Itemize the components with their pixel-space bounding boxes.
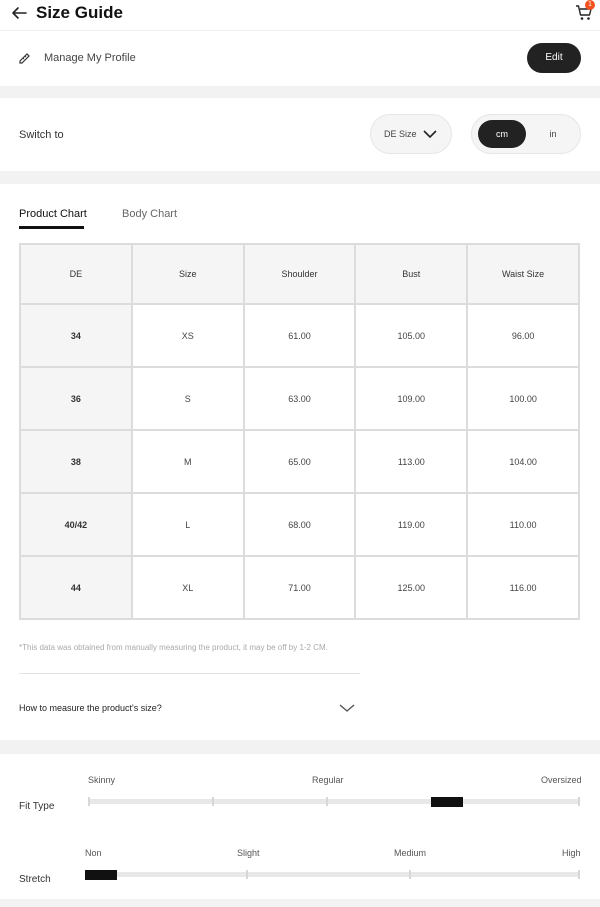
fit-label-regular: Regular <box>312 775 344 785</box>
size-system-value: DE Size <box>384 129 417 139</box>
cart-badge: 1 <box>585 0 595 10</box>
fit-type-track <box>88 799 580 804</box>
stretch-label-slight: Slight <box>237 848 260 858</box>
table-cell: 36 <box>20 367 132 430</box>
table-cell: 68.00 <box>244 493 356 556</box>
header <box>0 0 600 30</box>
fit-tick <box>88 797 90 806</box>
tab-product-chart[interactable]: Product Chart <box>19 208 87 220</box>
size-table <box>19 243 580 620</box>
table-cell: 125.00 <box>355 556 467 619</box>
divider <box>19 673 360 674</box>
table-cell: M <box>132 430 244 493</box>
table-cell: 63.00 <box>244 367 356 430</box>
unit-toggle[interactable] <box>471 114 581 154</box>
table-cell: 110.00 <box>467 493 579 556</box>
table-row <box>20 430 579 493</box>
chevron-down-icon <box>422 127 438 141</box>
stretch-label-high: High <box>562 848 581 858</box>
fit-section <box>0 754 600 899</box>
fit-label-skinny: Skinny <box>88 775 116 785</box>
fit-tick <box>578 797 580 806</box>
table-cell: 104.00 <box>467 430 579 493</box>
table-cell: 71.00 <box>244 556 356 619</box>
switch-label: Switch to <box>19 129 64 141</box>
table-cell: XS <box>132 304 244 367</box>
unit-cm-option[interactable]: cm <box>478 120 526 148</box>
stretch-tick <box>409 870 411 879</box>
stretch-marker <box>85 870 117 880</box>
size-chart-section <box>0 184 600 740</box>
table-cell: 113.00 <box>355 430 467 493</box>
stretch-tick <box>246 870 248 879</box>
profile-section <box>0 31 600 86</box>
chevron-down-icon[interactable] <box>339 702 355 714</box>
table-cell: 34 <box>20 304 132 367</box>
stretch-label-non: Non <box>85 848 102 858</box>
active-tab-indicator <box>19 226 84 229</box>
table-cell: 61.00 <box>244 304 356 367</box>
table-cell: 119.00 <box>355 493 467 556</box>
stretch-track <box>85 872 580 877</box>
fit-tick <box>212 797 214 806</box>
edit-button[interactable]: Edit <box>527 43 581 73</box>
column-header: Shoulder <box>244 244 356 304</box>
table-row <box>20 556 579 619</box>
fit-tick <box>326 797 328 806</box>
table-cell: 105.00 <box>355 304 467 367</box>
table-cell: 116.00 <box>467 556 579 619</box>
page-title: Size Guide <box>36 3 123 22</box>
table-cell: 100.00 <box>467 367 579 430</box>
ruler-pencil-icon <box>18 51 32 65</box>
manage-profile-label[interactable]: Manage My Profile <box>44 52 136 64</box>
table-row <box>20 367 579 430</box>
column-header: Size <box>132 244 244 304</box>
table-cell: 44 <box>20 556 132 619</box>
table-header-row <box>20 244 579 304</box>
switch-section <box>0 98 600 171</box>
fit-label-oversized: Oversized <box>541 775 582 785</box>
column-header: DE <box>20 244 132 304</box>
table-cell: 109.00 <box>355 367 467 430</box>
table-cell: 38 <box>20 430 132 493</box>
stretch-tick <box>578 870 580 879</box>
stretch-title: Stretch <box>19 874 51 885</box>
size-system-select[interactable] <box>370 114 452 154</box>
table-cell: S <box>132 367 244 430</box>
table-row <box>20 493 579 556</box>
table-cell: 96.00 <box>467 304 579 367</box>
fit-type-title: Fit Type <box>19 801 55 812</box>
table-cell: XL <box>132 556 244 619</box>
fit-type-marker <box>431 797 463 807</box>
measurement-note: *This data was obtained from manually measuring the product, it may be off by 1-2 CM. <box>19 643 328 652</box>
table-row <box>20 304 579 367</box>
table-cell: 65.00 <box>244 430 356 493</box>
tab-body-chart[interactable]: Body Chart <box>122 208 178 220</box>
column-header: Bust <box>355 244 467 304</box>
stretch-label-medium: Medium <box>394 848 427 858</box>
arrow-left-icon[interactable] <box>10 4 28 22</box>
how-to-measure-toggle[interactable]: How to measure the product's size? <box>19 703 162 713</box>
table-cell: 40/42 <box>20 493 132 556</box>
column-header: Waist Size <box>467 244 579 304</box>
unit-in-option[interactable]: in <box>549 129 557 139</box>
table-cell: L <box>132 493 244 556</box>
